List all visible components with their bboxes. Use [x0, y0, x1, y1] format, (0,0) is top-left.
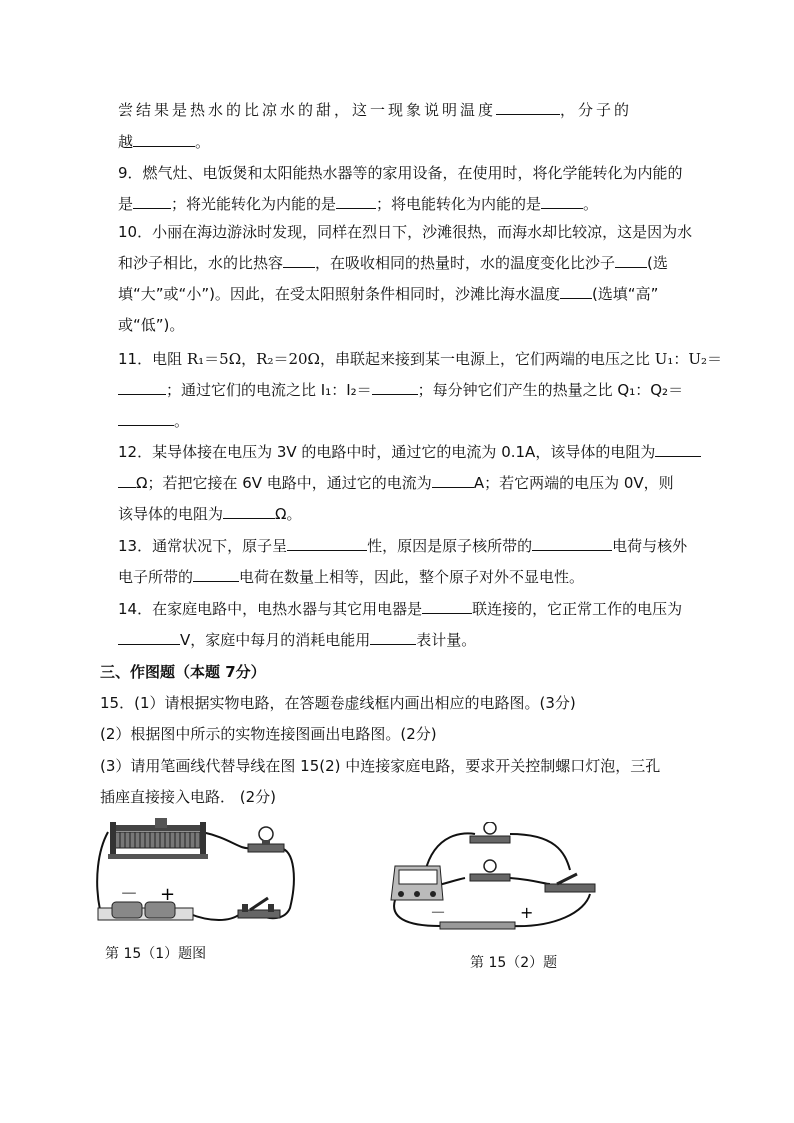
answer-blank[interactable] — [432, 472, 474, 488]
q11-line2 — [118, 379, 683, 401]
q10-line1 — [118, 221, 692, 243]
answer-blank[interactable] — [532, 535, 612, 551]
ammeter-icon — [391, 866, 443, 900]
q11-text-e: 。 — [174, 412, 190, 430]
answer-blank[interactable] — [287, 535, 367, 551]
q8-line1 — [118, 99, 632, 121]
q8-text-c: 越 — [118, 133, 134, 151]
q9-text: 9．燃气灶、电饭煲和太阳能热水器等的家用设备，在使用时，将化学能转化为内能的 — [118, 164, 683, 182]
answer-blank[interactable] — [370, 629, 416, 645]
q11-line3 — [118, 410, 189, 432]
q14-text-c: V，家庭中每月的消耗电能用 — [180, 631, 371, 649]
q9-line1 — [118, 162, 683, 184]
q10-text-d: 填“大”或“小”)。因此，在受太阳照射条件相同时，沙滩比海水温度 — [118, 285, 560, 303]
q14-text-d: 表计量。 — [416, 631, 477, 649]
q13-text-e: 电荷在数量上相等，因此，整个原子对外不显电性。 — [239, 568, 585, 586]
q10-text-a: 和沙子相比，水的比热容 — [118, 254, 284, 272]
wire — [97, 832, 108, 910]
answer-blank[interactable] — [422, 598, 472, 614]
answer-blank[interactable] — [193, 566, 239, 582]
q10-line3 — [118, 283, 658, 305]
answer-blank[interactable] — [541, 193, 583, 209]
answer-blank[interactable] — [283, 252, 315, 268]
q8-text-d: 。 — [195, 133, 211, 151]
q13-text-c: 电荷与核外 — [612, 537, 688, 555]
light-bulb-icon — [248, 827, 284, 852]
q15-text-3: (3）请用笔画线代替导线在图 15(2) 中连接家庭电路，要求开关控制螺口灯泡，三孔 — [100, 757, 661, 775]
q14-text-b: 联连接的，它正常工作的电压为 — [472, 600, 683, 618]
q15-line3 — [100, 755, 660, 777]
q14-line2 — [118, 629, 476, 651]
light-bulb-icon — [470, 860, 510, 881]
q11-text-b: R₁＝5Ω，R₂＝20Ω，串联起来接到某一电源上，它们两端的电压之比 U₁：U₂＝ — [186, 350, 723, 368]
q12-line3 — [118, 503, 301, 525]
circuit-figure-1 — [90, 810, 305, 935]
answer-blank[interactable] — [118, 472, 136, 488]
wire — [202, 832, 250, 848]
section-title-text: 三、作图题（本题 7分） — [100, 663, 266, 681]
q10-text-c: (选 — [647, 254, 668, 272]
q8-text-a: 尝结果是热水的比凉水的甜，这一现象说明温度 — [118, 101, 497, 119]
wire — [190, 914, 240, 920]
answer-blank[interactable] — [223, 503, 275, 519]
q13-text-d: 电子所带的 — [118, 568, 194, 586]
q12-text-b: Ω；若把它接在 6V 电路中，通过它的电流为 — [136, 474, 432, 492]
battery-icon — [440, 922, 515, 929]
figure-2-caption: 第 15（2）题 — [470, 955, 558, 971]
switch-icon — [238, 898, 280, 918]
q9-line2 — [118, 193, 598, 215]
answer-blank[interactable] — [560, 283, 592, 299]
answer-blank[interactable] — [336, 193, 376, 209]
figure-1-caption: 第 15（1）题图 — [105, 946, 207, 962]
q12-line2 — [118, 472, 674, 494]
q9-text-a: 是 — [118, 195, 134, 213]
minus-label: － — [120, 884, 138, 905]
q15-line4 — [100, 786, 276, 808]
switch-icon — [545, 874, 595, 892]
q11-line1 — [118, 348, 722, 370]
q13-text-b: 性，原因是原子核所带的 — [367, 537, 533, 555]
q9-text-d: 。 — [583, 195, 599, 213]
q10-line4 — [118, 314, 184, 336]
q11-text-a: 11．电阻 — [118, 350, 187, 368]
q15-line1 — [100, 692, 576, 714]
answer-blank[interactable] — [118, 410, 174, 426]
q12-text-e: Ω。 — [275, 505, 302, 523]
q10-text-f: 或“低”)。 — [118, 316, 185, 334]
q11-text-c: ；通过它们的电流之比 I₁：I₂＝ — [166, 381, 372, 399]
q14-text-a: 14．在家庭电路中，电热水器与其它用电器是 — [118, 600, 423, 618]
answer-blank[interactable] — [615, 252, 647, 268]
minus-label: － — [430, 903, 447, 922]
rheostat-icon — [108, 818, 208, 859]
light-bulb-icon — [470, 822, 510, 843]
q15-text-1: 15．(1）请根据实物电路，在答题卷虚线框内画出相应的电路图。(3分) — [100, 694, 576, 712]
answer-blank[interactable] — [496, 99, 560, 115]
q15-text-2: (2）根据图中所示的实物连接图画出电路图。(2分) — [100, 725, 437, 743]
q9-text-b: ；将光能转化为内能的是 — [171, 195, 337, 213]
q13-line2 — [118, 566, 584, 588]
q10-text-b: ，在吸收相同的热量时，水的温度变化比沙子 — [315, 254, 616, 272]
q10-line2 — [118, 252, 668, 274]
q8-line2 — [118, 131, 210, 153]
q15-text-4: 插座直接接入电路． (2分) — [100, 788, 277, 806]
wire — [510, 878, 550, 884]
answer-blank[interactable] — [133, 131, 195, 147]
answer-blank[interactable] — [372, 379, 418, 395]
q12-text-d: 该导体的电阻为 — [118, 505, 224, 523]
q10-text-e: (选填“高” — [591, 285, 659, 303]
q12-text-a: 12．某导体接在电压为 3V 的电路中时，通过它的电流为 0.1A，该导体的电阻为 — [118, 443, 656, 461]
answer-blank[interactable] — [118, 379, 166, 395]
answer-blank[interactable] — [655, 441, 701, 457]
wire — [260, 848, 294, 918]
q11-text-d: ；每分钟它们产生的热量之比 Q₁：Q₂＝ — [417, 381, 684, 399]
circuit-figure-2 — [385, 822, 605, 937]
plus-label: + — [160, 884, 176, 905]
battery-icon — [98, 902, 193, 920]
wire — [510, 834, 570, 870]
q9-text-c: ；将电能转化为内能的是 — [376, 195, 542, 213]
answer-blank[interactable] — [118, 629, 180, 645]
q8-text-b: ，分子的 — [560, 101, 633, 119]
q13-text-a: 13．通常状况下，原子呈 — [118, 537, 288, 555]
q15-line2 — [100, 723, 437, 745]
q10-text: 10．小丽在海边游泳时发现，同样在烈日下，沙滩很热，而海水却比较凉，这是因为水 — [118, 223, 693, 241]
q12-text-c: A；若它两端的电压为 0V，则 — [473, 474, 674, 492]
q12-line1 — [118, 441, 701, 463]
q14-line1 — [118, 598, 682, 620]
plus-label: + — [520, 903, 534, 922]
answer-blank[interactable] — [133, 193, 171, 209]
q13-line1 — [118, 535, 687, 557]
section-title — [100, 661, 266, 683]
